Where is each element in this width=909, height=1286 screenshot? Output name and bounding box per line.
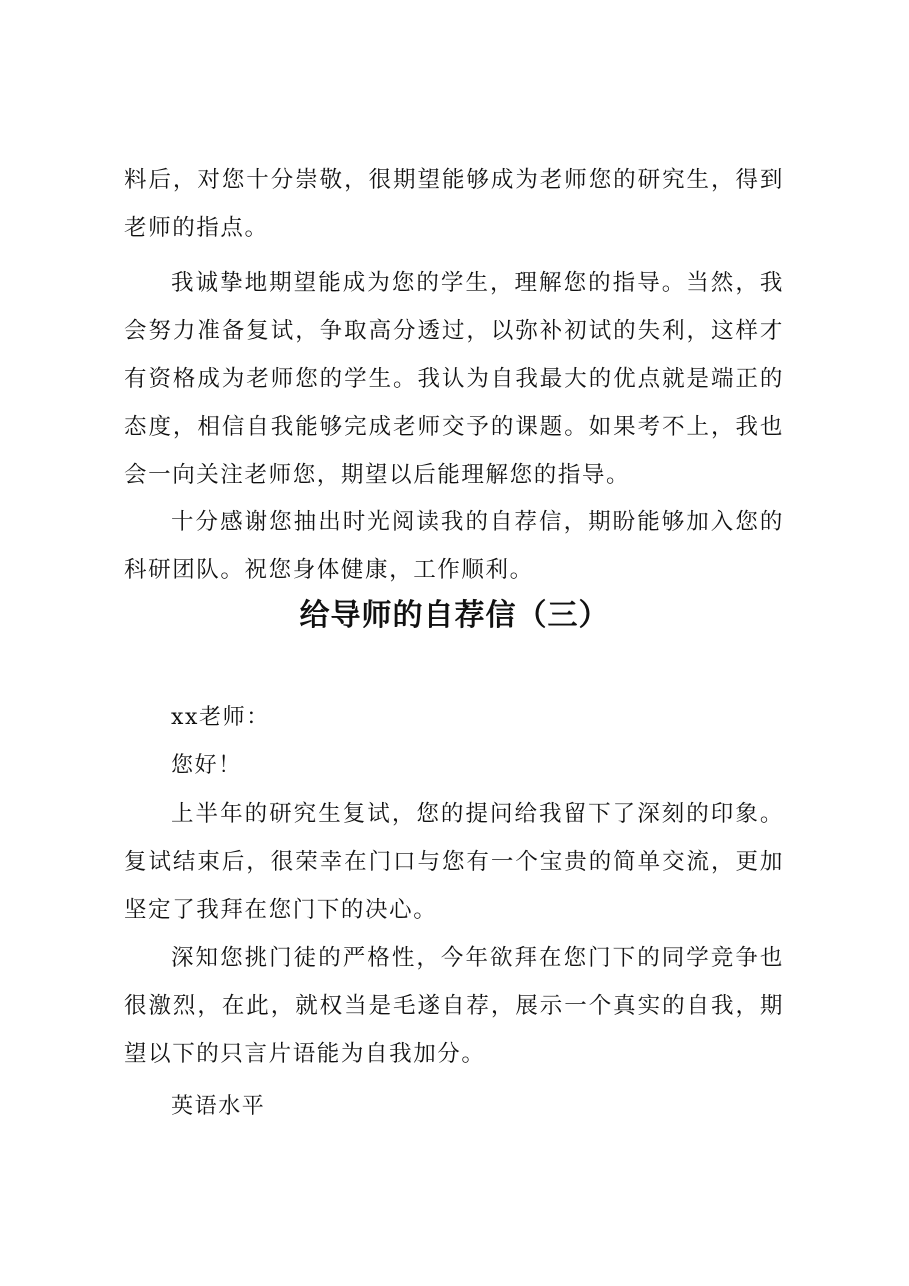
addressee: xx老师： — [171, 705, 270, 730]
paragraph-interview: 上半年的研究生复试，您的提问给我留下了深刻的印象。复试结束后，很荣幸在门口与您有一个宝贵的简单交流，更加坚定了我拜在您门下的决心。 — [124, 801, 784, 923]
section-heading-english: 英语水平 — [171, 1094, 266, 1119]
greeting: 您好！ — [171, 753, 242, 778]
letter-three-title: 给导师的自荐信（三） — [299, 598, 610, 633]
paragraph-thanks: 十分感谢您抽出时光阅读我的自荐信，期盼能够加入您的科研团队。祝您身体健康，工作顺利。 — [124, 509, 784, 583]
paragraph-strict: 深知您挑门徒的严格性，今年欲拜在您门下的同学竞争也很激烈，在此，就权当是毛遂自荐，展示一个真实的自我，期望以下的只言片语能为自我加分。 — [124, 945, 784, 1067]
paragraph-continuation: 料后，对您十分崇敬，很期望能够成为老师您的研究生，得到老师的指点。 — [124, 167, 784, 241]
paragraph-hope: 我诚挚地期望能成为您的学生，理解您的指导。当然，我会努力准备复试，争取高分透过，以弥补初试的失利，这样才有资格成为老师您的学生。我认为自我最大的优点就是端正的态度，相信自我能够完成老师交予的课题。如果考不上，我也会一向关注老师您，期望以后能理解您的指导。 — [124, 270, 784, 488]
